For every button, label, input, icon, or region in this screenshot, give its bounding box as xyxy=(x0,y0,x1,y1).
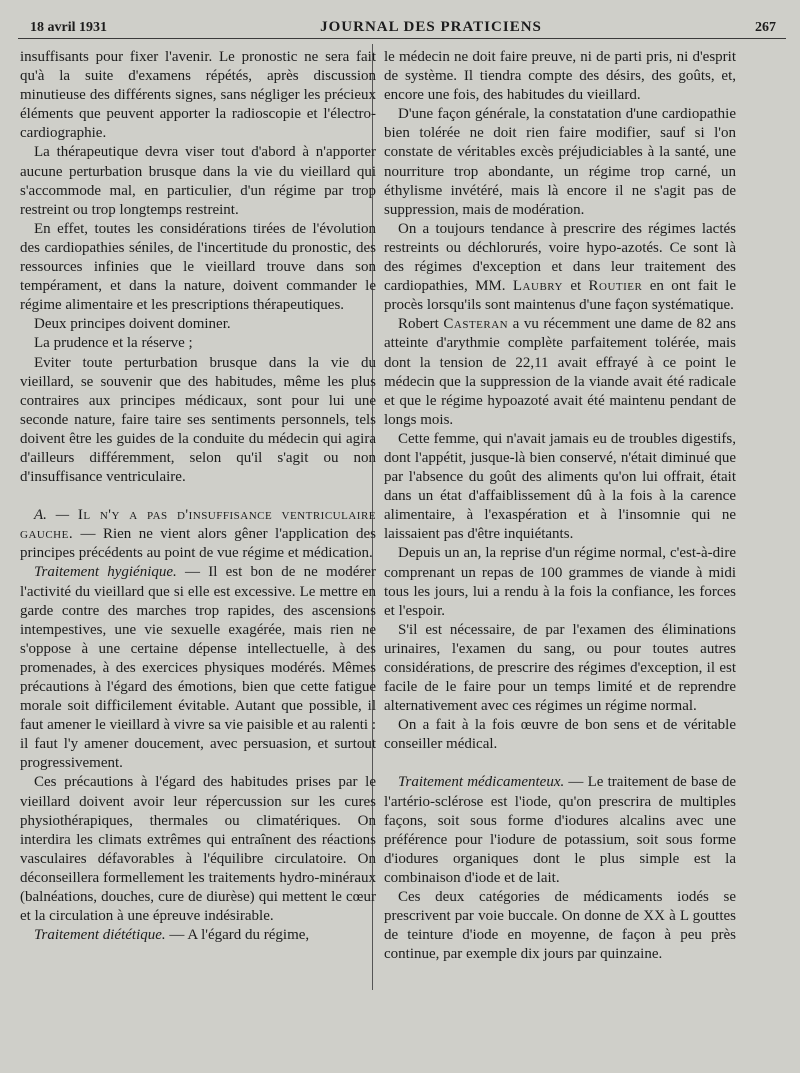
text-run: et xyxy=(562,278,589,295)
medication-paragraph xyxy=(384,773,736,888)
text-run: On a toujours tendance à prescrire des régimes lactés restreints ou déchlorurés, voire hypo-azotés. Ce sont là des régimes d'exception et dans leur traitement des cardiopathies, MM. xyxy=(384,220,736,295)
paragraph: D'une façon générale, la constatation d'une cardiopathie bien tolérée ne doit rien faire modifier, sauf si l'on constate de véritables excès préjudiciables à la santé, une nourriture trop abondante, un régime trop carné, un éthylisme invétéré, mais là encore il ne s'agit pas de suppression, mais de modération. xyxy=(384,106,736,218)
paragraph: En effet, toutes les considérations tirées de l'évolution des cardiopathies séniles, de l'incertitude du pronostic, des ressources infinies que le vieillard trouve dans son tempérament, et dans la nature, doivent commander le régime alimentaire et les prescriptions thérapeutiques. xyxy=(20,220,376,314)
paragraph: On a fait à la fois œuvre de bon sens et de véritable conseiller médical. xyxy=(384,717,736,753)
spacer xyxy=(20,487,376,506)
casteran-paragraph xyxy=(384,315,736,430)
header-journal-title: JOURNAL DES PRATICIENS xyxy=(320,19,542,35)
paragraph: Ces deux catégories de médicaments iodés se prescrivent par voie buccale. On donne de XX à L gouttes de teinture d'iode en moyenne, de façon à peu près continue, par exemple dix jours par quinzaine. xyxy=(384,889,736,963)
diet-text: — A l'égard du régime, xyxy=(165,927,310,944)
right-column xyxy=(384,48,736,964)
hygiene-paragraph xyxy=(20,563,376,773)
header-rule xyxy=(18,38,786,39)
paragraph: le médecin ne doit faire preuve, ni de parti pris, ni d'esprit de système. Il tiendra compte des désirs, des goûts, et, encore une fois, des habitudes du vieillard. xyxy=(384,49,736,104)
paragraph: La thérapeutique devra viser tout d'abord à n'apporter aucune perturbation brusque dans la vie du vieillard qui s'accommode mal, en particulier, d'un régime par trop restreint ou trop longtemps restreint. xyxy=(20,144,376,218)
left-column xyxy=(20,48,376,945)
text-run: a vu récemment une dame de 82 ans atteinte d'arythmie complète parfaitement tolérée, mais dont la tension de 22,11 avait effrayé à ce point le médecin que la suppression de la viande avait été radicale et que le régime hypoazoté avait été maintenu pendant de longs mois. xyxy=(384,316,736,428)
hygiene-text: — Il est bon de ne modérer l'activité du vieillard que si elle est excessive. Le mettre en garde contre des marches trop rapides, des ascensions intempestives, une vie sexuelle exagérée, mais rien ne s'oppose à une certaine dépense intellectuelle, à des promenades, à des exercices physiques modérés. Mêmes précautions à l'égard des émotions, bien que cette fatigue morale soit difficilement évitable. Autant que possible, il faut amener le vieillard à vivre sa vie paisible et au ralenti : il faut l'y amener doucement, avec persuasion, et surtout progressivement. xyxy=(20,564,376,772)
paragraph: Depuis un an, la reprise d'un régime normal, c'est-à-dire comprenant un repas de 100 grammes de viande à midi tous les jours, lui a rendu à la fois la confiance, les forces et l'espoir. xyxy=(384,545,736,619)
diet-paragraph xyxy=(20,926,376,945)
author-name-casteran: Casteran xyxy=(443,316,509,333)
section-a-label: A. — xyxy=(34,507,78,524)
header-date: 18 avril 1931 xyxy=(30,20,107,35)
medication-heading: Traitement médicamenteux. xyxy=(398,774,565,791)
spacer xyxy=(384,754,736,773)
section-a-text: — Rien ne vient alors gêner l'application des principes précédents au point de vue régime et médication. xyxy=(20,526,376,562)
section-a-paragraph xyxy=(20,506,376,563)
paragraph: Deux principes doivent dominer. xyxy=(34,316,231,333)
hygiene-heading: Traitement hygiénique. xyxy=(34,564,177,581)
paragraph: Eviter toute perturbation brusque dans la vie du vieillard, se souvenir que des habitudes, même les plus contraires aux principes médicaux, sont pour lui une seconde nature, faire taire ses sentiments personnels, tels doivent être les guides de la conduite du médecin qui agira d'ailleurs différemment, selon qu'il s'agit ou non d'insuffisance ventriculaire. xyxy=(20,354,376,486)
paragraph: La prudence et la réserve ; xyxy=(34,335,193,352)
regimes-paragraph xyxy=(384,220,736,315)
section-a-title: Il n'y a pas d'insuffisance ventriculaire gauche. xyxy=(20,507,376,543)
paragraph: insuffisants pour fixer l'avenir. Le pronostic ne sera fait qu'à la suite d'examens répétés, après discussion minutieuse des différents signes, sans négliger les précieux éléments que peuvent apporter la radioscopie et l'électro-cardiographie. xyxy=(20,49,376,142)
text-run: en ont fait le procès lorsqu'ils sont maintenus d'une façon systématique. xyxy=(384,278,737,314)
text-run: Robert xyxy=(398,316,444,333)
author-name-laubry: Laubry xyxy=(512,278,563,295)
page-header xyxy=(30,12,776,36)
paragraph: Cette femme, qui n'avait jamais eu de troubles digestifs, dont l'appétit, jusque-là bien conservé, n'était diminué que par l'absence du goût des aliments qu'on lui offrait, était dans un état d'affaiblissement dû à la fois à la carence alimentaire, à l'exaspération et à l'insomnie qui ne laissaient pas d'être inquiétants. xyxy=(384,430,736,543)
author-name-routier: Routier xyxy=(588,278,643,295)
paragraph: S'il est nécessaire, de par l'examen des éliminations urinaires, l'examen du sang, ou pour toutes autres considérations, de prescrire des régimes d'exception, il est facile de le faire pour un temps limité et de reprendre alternativement avec ces régimes un régime normal. xyxy=(384,621,736,715)
paragraph: Ces précautions à l'égard des habitudes prises par le vieillard doivent avoir leur répercussion sur les cures physiothérapiques, thermales ou climatériques. On interdira les climats extrêmes qui entraînent des réactions vasculaires défavorables à l'équilibre circulatoire. On déconseillera formellement les traitements hydro-minéraux (balnéations, douches, cure de diurèse) qui mettent le cœur et la circulation à une épreuve indésirable. xyxy=(20,774,376,925)
header-page-number: 267 xyxy=(754,20,776,35)
medication-text: — Le traitement de base de l'artério-sclérose est l'iode, qu'on prescrira de multiples façons, soit sous forme d'iodures alcalins avec une préférence pour l'iodure de potassium, soit sous forme d'iodures organiques dont le plus simple est la combinaison d'iode et de lait. xyxy=(384,774,736,886)
diet-heading: Traitement diététique. xyxy=(34,927,166,944)
